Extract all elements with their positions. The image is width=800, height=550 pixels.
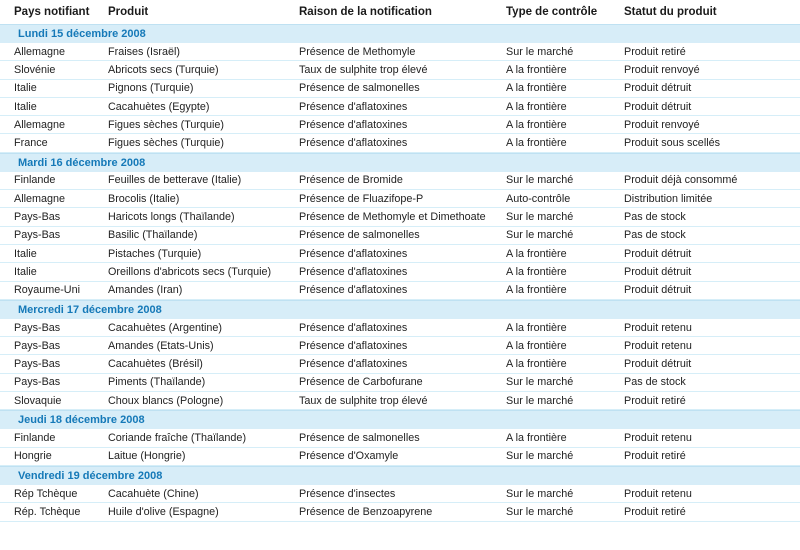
table-row bbox=[0, 263, 800, 281]
cell-type: Sur le marché bbox=[506, 450, 574, 463]
cell-pays: Italie bbox=[14, 100, 37, 113]
cell-pays: Hongrie bbox=[14, 450, 52, 463]
table-row bbox=[0, 80, 800, 98]
cell-statut: Produit retenu bbox=[624, 431, 692, 444]
cell-produit: Laitue (Hongrie) bbox=[108, 450, 186, 463]
cell-produit: Cacahuètes (Argentine) bbox=[108, 321, 223, 334]
header-statut: Statut du produit bbox=[624, 6, 717, 18]
date-section bbox=[0, 300, 800, 410]
cell-statut: Pas de stock bbox=[624, 376, 686, 389]
cell-statut: Produit détruit bbox=[624, 265, 692, 278]
cell-pays: Allemagne bbox=[14, 192, 66, 205]
table-header bbox=[0, 0, 800, 24]
cell-produit: Pignons (Turquie) bbox=[108, 82, 194, 95]
cell-pays: Allemagne bbox=[14, 45, 66, 58]
cell-raison: Présence d'aflatoxines bbox=[299, 118, 408, 131]
cell-pays: Rép Tchèque bbox=[14, 487, 78, 500]
table-row bbox=[0, 503, 800, 521]
cell-produit: Choux blancs (Pologne) bbox=[108, 394, 224, 407]
cell-statut: Produit retiré bbox=[624, 394, 686, 407]
cell-raison: Présence de Methomyle et Dimethoate bbox=[299, 211, 486, 224]
table-row bbox=[0, 282, 800, 300]
cell-statut: Produit renvoyé bbox=[624, 63, 700, 76]
table-row bbox=[0, 485, 800, 503]
cell-type: A la frontière bbox=[506, 321, 567, 334]
cell-pays: France bbox=[14, 137, 48, 150]
cell-raison: Présence d'aflatoxines bbox=[299, 339, 408, 352]
cell-type: A la frontière bbox=[506, 431, 567, 444]
table-row bbox=[0, 245, 800, 263]
cell-statut: Produit retiré bbox=[624, 45, 686, 58]
table-row bbox=[0, 227, 800, 245]
cell-pays: Royaume-Uni bbox=[14, 284, 81, 297]
cell-produit: Cacahuètes (Brésil) bbox=[108, 358, 203, 371]
cell-produit: Oreillons d'abricots secs (Turquie) bbox=[108, 265, 272, 278]
cell-statut: Produit renvoyé bbox=[624, 118, 700, 131]
cell-raison: Présence d'aflatoxines bbox=[299, 284, 408, 297]
cell-type: Sur le marché bbox=[506, 505, 574, 518]
cell-produit: Figues sèches (Turquie) bbox=[108, 118, 225, 131]
cell-statut: Produit détruit bbox=[624, 247, 692, 260]
date-section bbox=[0, 466, 800, 522]
table-row bbox=[0, 429, 800, 447]
cell-type: Sur le marché bbox=[506, 229, 574, 242]
cell-type: Sur le marché bbox=[506, 376, 574, 389]
cell-pays: Rép. Tchèque bbox=[14, 505, 81, 518]
cell-raison: Présence d'aflatoxines bbox=[299, 265, 408, 278]
cell-type: Sur le marché bbox=[506, 174, 574, 187]
date-heading: Lundi 15 décembre 2008 bbox=[0, 24, 800, 43]
cell-statut: Distribution limitée bbox=[624, 192, 713, 205]
table-row bbox=[0, 319, 800, 337]
cell-type: Sur le marché bbox=[506, 487, 574, 500]
table-row bbox=[0, 355, 800, 373]
table-row bbox=[0, 116, 800, 134]
table-row bbox=[0, 190, 800, 208]
table-row bbox=[0, 374, 800, 392]
cell-type: Sur le marché bbox=[506, 211, 574, 224]
cell-statut: Produit sous scellés bbox=[624, 137, 721, 150]
cell-pays: Finlande bbox=[14, 174, 56, 187]
cell-produit: Coriande fraîche (Thaïlande) bbox=[108, 431, 247, 444]
cell-statut: Produit détruit bbox=[624, 100, 692, 113]
cell-pays: Pays-Bas bbox=[14, 229, 61, 242]
date-section bbox=[0, 410, 800, 466]
table-row bbox=[0, 61, 800, 79]
cell-statut: Produit déjà consommé bbox=[624, 174, 738, 187]
date-section bbox=[0, 153, 800, 300]
cell-raison: Présence de Benzoapyrene bbox=[299, 505, 433, 518]
cell-statut: Produit retenu bbox=[624, 321, 692, 334]
cell-raison: Présence d'aflatoxines bbox=[299, 321, 408, 334]
cell-type: A la frontière bbox=[506, 265, 567, 278]
table-row bbox=[0, 337, 800, 355]
cell-produit: Cacahuète (Chine) bbox=[108, 487, 199, 500]
cell-produit: Abricots secs (Turquie) bbox=[108, 63, 219, 76]
table-row bbox=[0, 208, 800, 226]
cell-raison: Taux de sulphite trop élevé bbox=[299, 63, 428, 76]
cell-type: A la frontière bbox=[506, 247, 567, 260]
cell-produit: Fraises (Israël) bbox=[108, 45, 180, 58]
table-row bbox=[0, 134, 800, 152]
cell-produit: Feuilles de betterave (Italie) bbox=[108, 174, 242, 187]
cell-statut: Produit détruit bbox=[624, 284, 692, 297]
cell-produit: Brocolis (Italie) bbox=[108, 192, 180, 205]
cell-pays: Pays-Bas bbox=[14, 211, 61, 224]
cell-type: A la frontière bbox=[506, 339, 567, 352]
cell-produit: Amandes (Etats-Unis) bbox=[108, 339, 214, 352]
cell-raison: Présence d'Oxamyle bbox=[299, 450, 399, 463]
cell-type: Auto-contrôle bbox=[506, 192, 571, 205]
header-produit: Produit bbox=[108, 6, 149, 18]
cell-produit: Huile d'olive (Espagne) bbox=[108, 505, 219, 518]
cell-type: Sur le marché bbox=[506, 45, 574, 58]
cell-pays: Italie bbox=[14, 265, 37, 278]
cell-pays: Slovénie bbox=[14, 63, 56, 76]
cell-produit: Cacahuètes (Egypte) bbox=[108, 100, 210, 113]
table-body bbox=[0, 24, 800, 522]
cell-raison: Présence d'aflatoxines bbox=[299, 100, 408, 113]
cell-raison: Présence de salmonelles bbox=[299, 431, 420, 444]
cell-raison: Présence d'aflatoxines bbox=[299, 137, 408, 150]
cell-type: A la frontière bbox=[506, 82, 567, 95]
cell-produit: Pistaches (Turquie) bbox=[108, 247, 202, 260]
date-heading: Vendredi 19 décembre 2008 bbox=[0, 466, 800, 485]
cell-type: A la frontière bbox=[506, 358, 567, 371]
date-heading: Jeudi 18 décembre 2008 bbox=[0, 410, 800, 429]
cell-pays: Allemagne bbox=[14, 118, 66, 131]
cell-raison: Présence de salmonelles bbox=[299, 229, 420, 242]
cell-type: A la frontière bbox=[506, 100, 567, 113]
cell-statut: Produit retenu bbox=[624, 339, 692, 352]
cell-pays: Slovaquie bbox=[14, 394, 62, 407]
cell-pays: Pays-Bas bbox=[14, 376, 61, 389]
cell-pays: Finlande bbox=[14, 431, 56, 444]
header-raison: Raison de la notification bbox=[299, 6, 432, 18]
cell-produit: Piments (Thaïlande) bbox=[108, 376, 206, 389]
table-row bbox=[0, 448, 800, 466]
cell-raison: Présence d'aflatoxines bbox=[299, 247, 408, 260]
date-heading: Mardi 16 décembre 2008 bbox=[0, 153, 800, 172]
header-type: Type de contrôle bbox=[506, 6, 598, 18]
cell-produit: Amandes (Iran) bbox=[108, 284, 183, 297]
cell-pays: Italie bbox=[14, 82, 37, 95]
cell-statut: Pas de stock bbox=[624, 211, 686, 224]
table-row bbox=[0, 98, 800, 116]
cell-produit: Figues sèches (Turquie) bbox=[108, 137, 225, 150]
cell-raison: Présence de Fluazifope-P bbox=[299, 192, 424, 205]
cell-statut: Pas de stock bbox=[624, 229, 686, 242]
cell-produit: Haricots longs (Thaïlande) bbox=[108, 211, 235, 224]
cell-pays: Pays-Bas bbox=[14, 321, 61, 334]
cell-statut: Produit détruit bbox=[624, 358, 692, 371]
cell-type: Sur le marché bbox=[506, 394, 574, 407]
cell-raison: Taux de sulphite trop élevé bbox=[299, 394, 428, 407]
cell-pays: Italie bbox=[14, 247, 37, 260]
table-row bbox=[0, 392, 800, 410]
cell-statut: Produit retiré bbox=[624, 450, 686, 463]
cell-statut: Produit retiré bbox=[624, 505, 686, 518]
cell-raison: Présence de salmonelles bbox=[299, 82, 420, 95]
cell-raison: Présence de Bromide bbox=[299, 174, 403, 187]
cell-raison: Présence d'aflatoxines bbox=[299, 358, 408, 371]
date-heading: Mercredi 17 décembre 2008 bbox=[0, 300, 800, 319]
header-pays: Pays notifiant bbox=[14, 6, 90, 18]
date-section bbox=[0, 24, 800, 153]
cell-statut: Produit retenu bbox=[624, 487, 692, 500]
cell-pays: Pays-Bas bbox=[14, 358, 61, 371]
table-row bbox=[0, 43, 800, 61]
cell-type: A la frontière bbox=[506, 284, 567, 297]
cell-statut: Produit détruit bbox=[624, 82, 692, 95]
cell-raison: Présence d'insectes bbox=[299, 487, 396, 500]
table-row bbox=[0, 172, 800, 190]
cell-raison: Présence de Methomyle bbox=[299, 45, 416, 58]
cell-produit: Basilic (Thaïlande) bbox=[108, 229, 198, 242]
cell-type: A la frontière bbox=[506, 137, 567, 150]
cell-type: A la frontière bbox=[506, 63, 567, 76]
cell-type: A la frontière bbox=[506, 118, 567, 131]
cell-raison: Présence de Carbofurane bbox=[299, 376, 423, 389]
cell-pays: Pays-Bas bbox=[14, 339, 61, 352]
